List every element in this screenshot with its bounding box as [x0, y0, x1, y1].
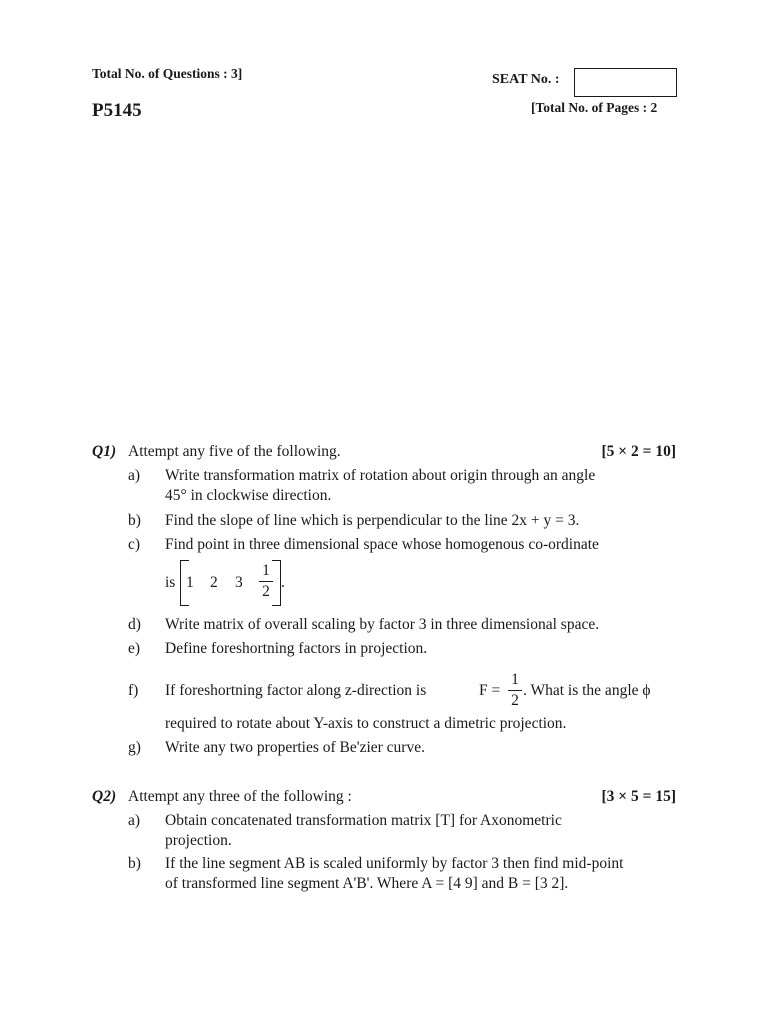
total-pages: [Total No. of Pages : 2	[531, 100, 658, 115]
q1-g-label: g)	[128, 739, 141, 756]
f-fraction-den: 2	[511, 692, 519, 709]
q2-b-label: b)	[128, 855, 141, 872]
matrix-right-bracket	[272, 560, 281, 606]
q1-a-label: a)	[128, 467, 141, 484]
q1-number: Q1)	[92, 443, 117, 460]
q1-e-label: e)	[128, 640, 141, 657]
q1-title: Attempt any five of the following.	[128, 443, 341, 460]
q2-title: Attempt any three of the following :	[128, 788, 352, 805]
q2-a-line2: projection.	[165, 832, 232, 849]
matrix-el-4-fraction	[259, 561, 273, 602]
q1-f-feq: F =	[479, 682, 501, 699]
q1-e-text: Define foreshortning factors in projection.	[165, 640, 428, 657]
q2-b-text	[165, 854, 677, 894]
seat-label: SEAT No. :	[492, 72, 560, 87]
q1-f-line2: required to rotate about Y-axis to construct a dimetric projection.	[165, 715, 567, 732]
q1-f-label: f)	[128, 682, 139, 699]
q1-marks: [5 × 2 = 10]	[601, 443, 676, 460]
paper-code: P5145	[92, 100, 142, 121]
q1-c-end: .	[281, 574, 285, 591]
q2-a-line1: Obtain concatenated transformation matrix [T] for Axonometric	[165, 812, 562, 829]
matrix-el-1: 1	[186, 574, 194, 591]
f-fraction-num: 1	[508, 670, 522, 691]
q1-f-post: . What is the angle ϕ	[523, 682, 651, 699]
matrix-el-4-num: 1	[259, 561, 273, 582]
q1-c-is: is	[165, 574, 176, 591]
total-questions: Total No. of Questions : 3]	[92, 66, 243, 81]
q1-b-label: b)	[128, 512, 141, 529]
q1-c-text: Find point in three dimensional space whose homogenous co-ordinate	[165, 536, 599, 553]
q2-a-text	[165, 811, 677, 851]
f-fraction	[508, 670, 522, 711]
q1-a-text	[165, 466, 677, 506]
q2-b-line2: of transformed line segment A'B'. Where A = [4 9] and B = [3 2].	[165, 875, 569, 892]
q2-b-line1: If the line segment AB is scaled uniformly by factor 3 then find mid-point	[165, 855, 624, 872]
q2-a-label: a)	[128, 812, 141, 829]
q2-marks: [3 × 5 = 15]	[601, 788, 676, 805]
q1-c-label: c)	[128, 536, 141, 553]
q1-a-line1: Write transformation matrix of rotation about origin through an angle	[165, 467, 596, 484]
q1-d-text: Write matrix of overall scaling by factor 3 in three dimensional space.	[165, 616, 600, 633]
q1-a-line2: 45° in clockwise direction.	[165, 487, 332, 504]
q1-b-text: Find the slope of line which is perpendicular to the line 2x + y = 3.	[165, 512, 580, 529]
matrix-el-2: 2	[210, 574, 218, 591]
seat-number-box[interactable]	[574, 68, 677, 97]
q1-f-pre: If foreshortning factor along z-direction is	[165, 682, 427, 699]
matrix-el-3: 3	[235, 574, 243, 591]
q2-number: Q2)	[92, 788, 117, 805]
q1-d-label: d)	[128, 616, 141, 633]
matrix-el-4-den: 2	[262, 583, 270, 600]
q1-g-text: Write any two properties of Be'zier curve.	[165, 739, 425, 756]
